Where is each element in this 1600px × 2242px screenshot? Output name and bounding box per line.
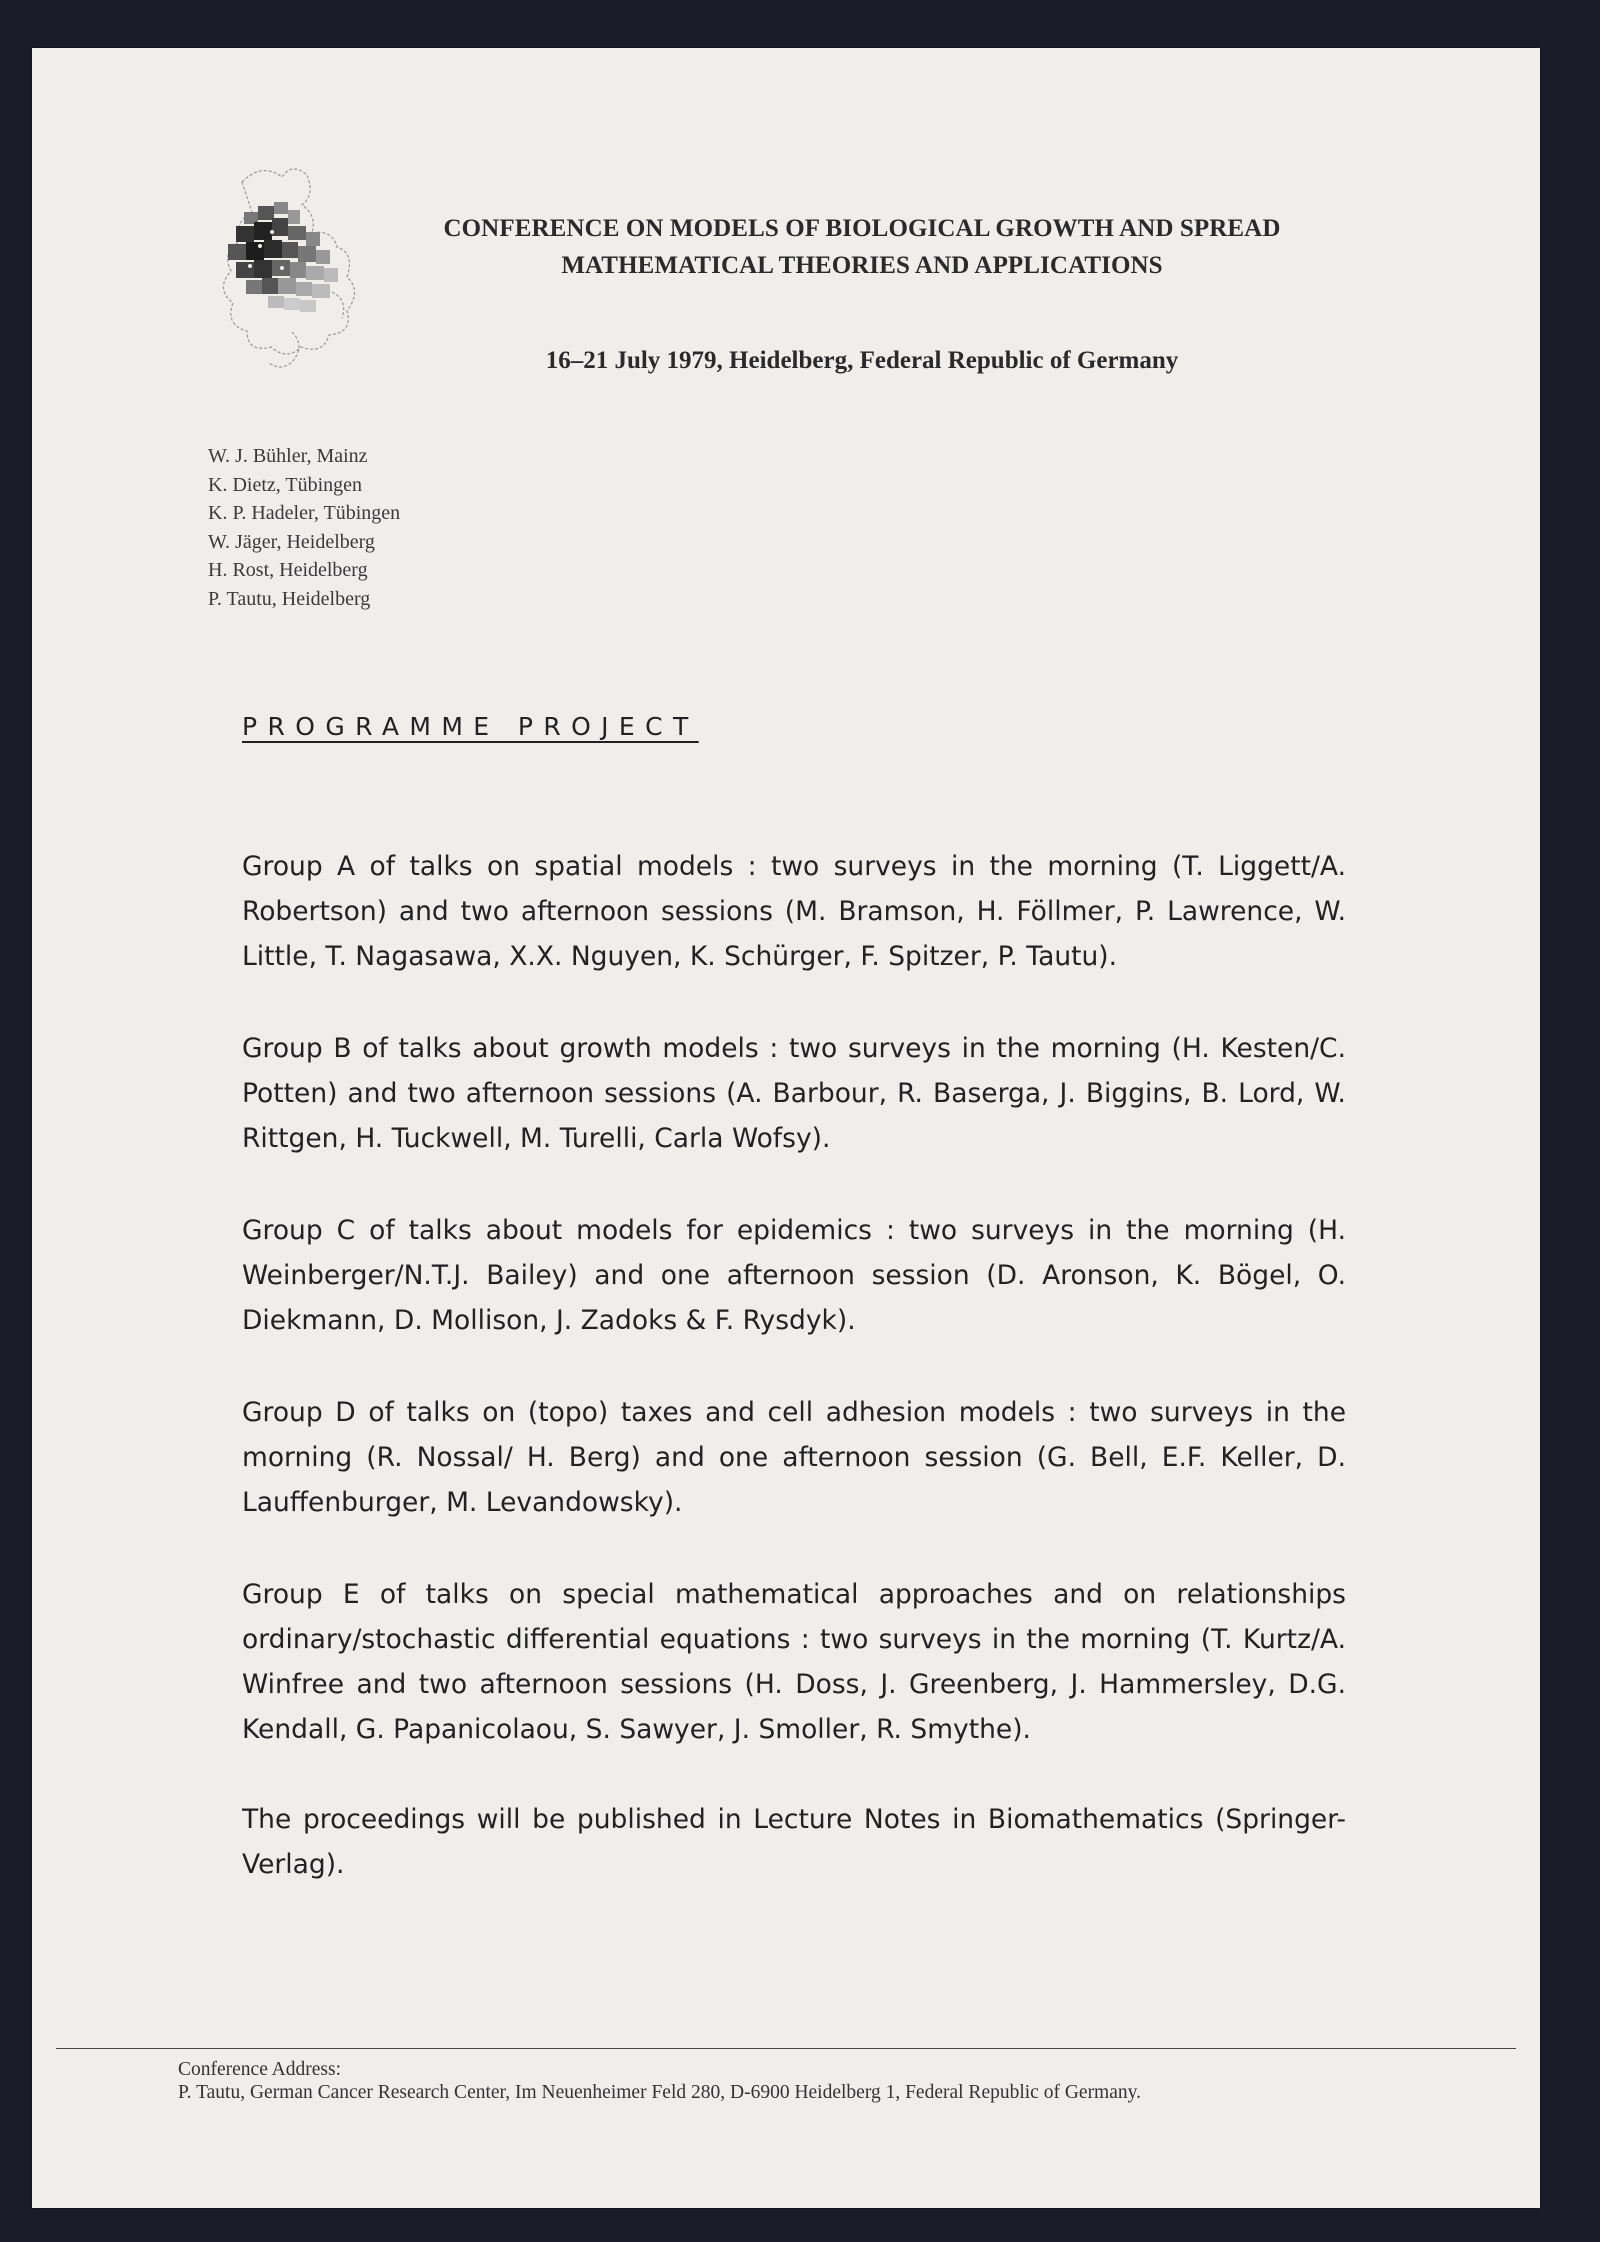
organizer-item: W. Jäger, Heidelberg xyxy=(208,530,375,553)
document-page xyxy=(32,48,1540,2208)
organizer-list xyxy=(208,442,400,613)
programme-paragraph-group-c: Group C of talks about models for epidemics : two surveys in the morning (H. Weinberger/N.T.J. Bailey) and one afternoon session (D. Aronson, K. Bögel, O. Diekmann, D. Mollison, J. Zadoks & F. Rysdyk). xyxy=(242,1215,1346,1336)
organizer-item: W. J. Bühler, Mainz xyxy=(208,445,368,467)
organizer-item: H. Rost, Heidelberg xyxy=(208,559,368,581)
conference-date-location: 16–21 July 1979, Heidelberg, Federal Republic of Germany xyxy=(545,347,1179,374)
programme-paragraph-group-a: Group A of talks on spatial models : two surveys in the morning (T. Liggett/A. Robertson) and two afternoon sessions (M. Bramson, H. Föllmer, P. Lawrence, W. Little, T. Nagasawa, X.X. Nguyen, K. Schürger, F. Spitzer, P. Tautu). xyxy=(242,851,1346,972)
footer-address: P. Tautu, German Cancer Research Center, Im Neuenheimer Feld 280, D-6900 Heidelberg 1, Federal Republic of Germany. xyxy=(178,2082,1141,2103)
organizer-item: K. P. Hadeler, Tübingen xyxy=(208,502,401,524)
organizer-item: P. Tautu, Heidelberg xyxy=(208,587,371,610)
proceedings-note: The proceedings will be published in Lecture Notes in Biomathematics (Springer-Verlag). xyxy=(242,1804,1346,1880)
conference-title xyxy=(372,210,1352,284)
programme-paragraph-group-d: Group D of talks on (topo) taxes and cell adhesion models : two surveys in the morning (R. Nossal/ H. Berg) and one afternoon session (G. Bell, E.F. Keller, D. Lauffenburger, M. Levandowsky). xyxy=(242,1397,1346,1518)
programme-paragraph-group-e: Group E of talks on special mathematical approaches and on relationships ordinary/stochastic differential equations : two surveys in the morning (T. Kurtz/A. Winfree and two afternoon sessions (H. Doss, J. Greenberg, J. Hammersley, D.G. Kendall, G. Papanicolaou, S. Sawyer, J. Smoller, R. Smythe). xyxy=(242,1579,1346,1745)
cell-cluster-logo-icon xyxy=(172,142,402,402)
programme-heading: PROGRAMME PROJECT xyxy=(242,712,699,741)
programme-paragraph-group-b: Group B of talks about growth models : two surveys in the morning (H. Kesten/C. Potten) and two afternoon sessions (A. Barbour, R. Baserga, J. Biggins, B. Lord, W. Rittgen, H. Tuckwell, M. Turelli, Carla Wofsy). xyxy=(242,1033,1346,1154)
footer-label: Conference Address: xyxy=(178,2059,341,2080)
footer-divider xyxy=(56,2048,1516,2049)
conference-title-line-1: CONFERENCE ON MODELS OF BIOLOGICAL GROWTH AND SPREAD xyxy=(443,215,1281,242)
footer xyxy=(178,2058,1141,2104)
organizer-item: K. Dietz, Tübingen xyxy=(208,473,363,496)
conference-title-line-2: MATHEMATICAL THEORIES AND APPLICATIONS xyxy=(561,252,1163,279)
